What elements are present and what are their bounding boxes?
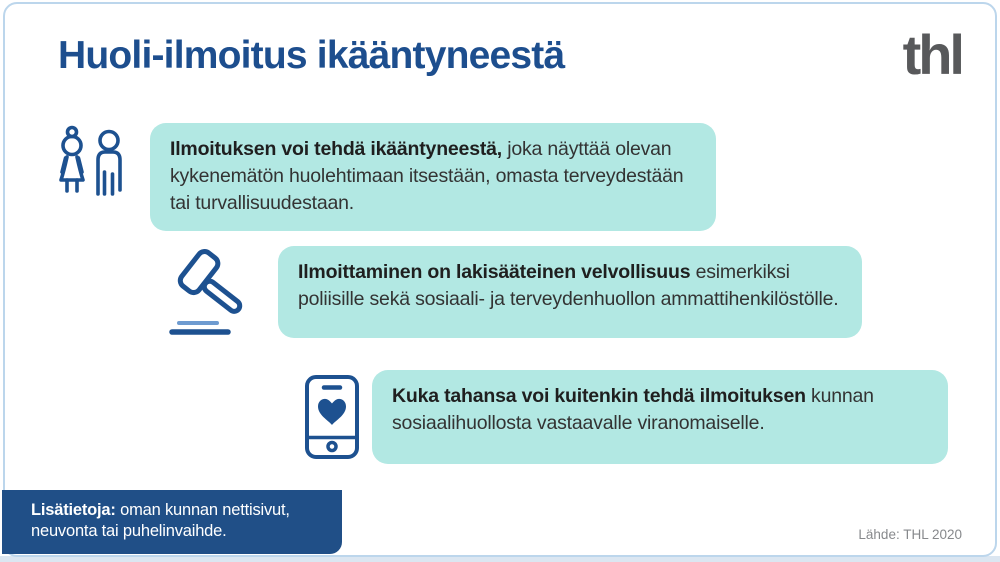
elderly-couple-icon xyxy=(52,124,130,210)
phone-heart-icon xyxy=(303,374,361,460)
gavel-icon xyxy=(164,246,260,340)
info-card-report-target xyxy=(150,123,716,231)
more-info-label: Lisätietoja: xyxy=(31,501,116,519)
more-info-text: oman kunnan nettisivut, neuvonta tai puhelinvaihde. xyxy=(31,501,290,540)
card-lead-bold: Ilmoittaminen on lakisääteinen velvollisuus xyxy=(298,261,691,283)
page-title: Huoli-ilmoitus ikääntyneestä xyxy=(58,34,565,77)
source-note: Lähde: THL 2020 xyxy=(858,527,962,542)
bottom-accent-strip xyxy=(0,556,1000,562)
thl-logo: thl xyxy=(902,23,962,86)
card-body-text: esimerkiksi poliisille sekä sosiaali- ja terveydenhuollon ammattihenkilöstölle. xyxy=(298,261,839,310)
info-card-anyone-can-report xyxy=(372,370,948,464)
card-body-text: kunnan sosiaalihuollosta vastaavalle viranomaiselle. xyxy=(392,385,874,434)
card-lead-bold: Kuka tahansa voi kuitenkin tehdä ilmoituksen xyxy=(392,385,806,407)
card-lead-bold: Ilmoituksen voi tehdä ikääntyneestä, xyxy=(170,138,502,160)
info-card-legal-duty xyxy=(278,246,862,338)
card-body-text: joka näyttää olevan kykenemätön huolehtimaan itsestään, omasta terveydestään tai turvallisuudestaan. xyxy=(170,138,684,214)
more-info-box xyxy=(2,490,342,554)
